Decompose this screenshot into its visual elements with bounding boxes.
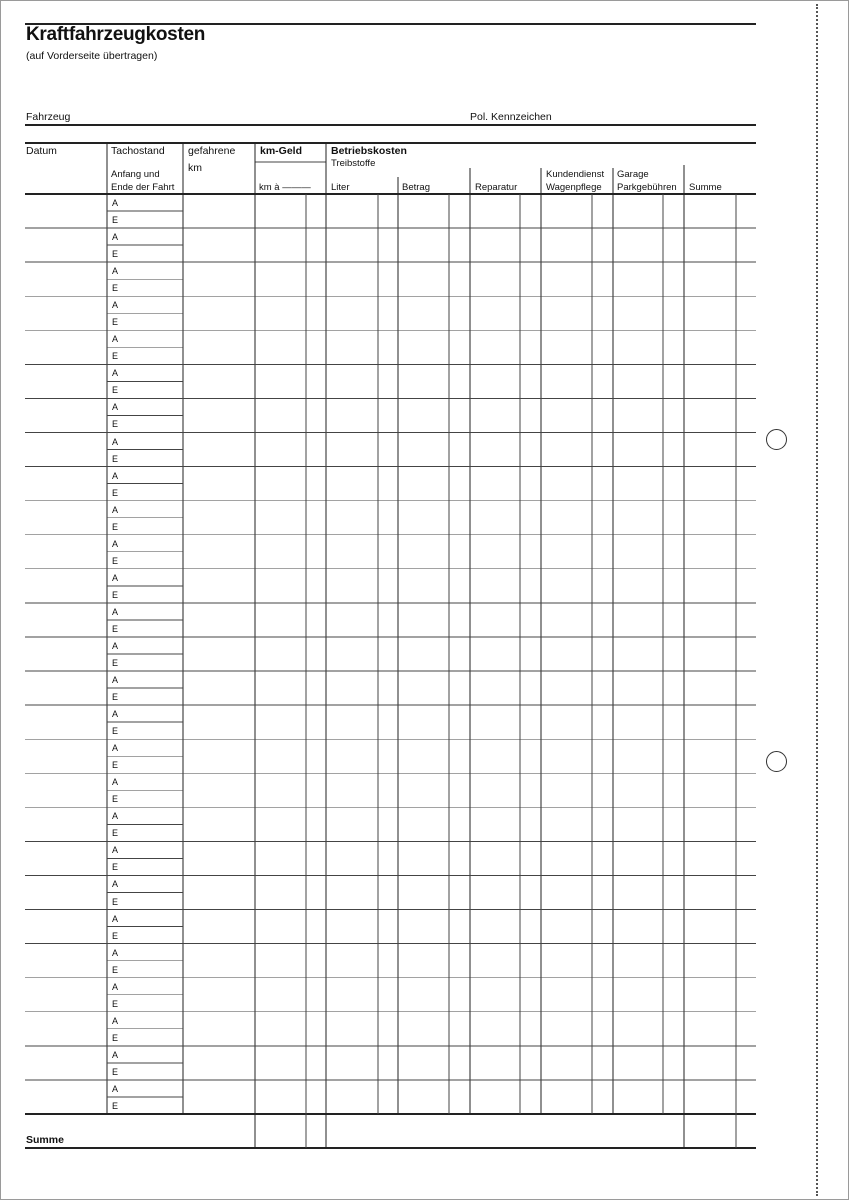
row-start-label: A bbox=[112, 266, 119, 277]
row-start-label: A bbox=[112, 470, 119, 481]
row-end-label: E bbox=[112, 351, 119, 362]
row-end-label: E bbox=[112, 555, 119, 566]
row-start-label: A bbox=[112, 777, 119, 788]
row-start-label: A bbox=[112, 879, 119, 890]
row-start-label: A bbox=[112, 743, 119, 754]
row-end-label: E bbox=[112, 828, 119, 839]
header-odometer-sub2: Ende der Fahrt bbox=[111, 182, 175, 193]
header-garage1: Garage bbox=[617, 169, 649, 180]
row-start-label: A bbox=[112, 640, 119, 651]
row-end-label: E bbox=[112, 385, 119, 396]
row-end-label: E bbox=[112, 726, 119, 737]
header-garage2: Parkgebühren bbox=[617, 182, 677, 193]
header-amount: Betrag bbox=[402, 182, 430, 193]
row-end-label: E bbox=[112, 623, 119, 634]
plate-label: Pol. Kennzeichen bbox=[470, 111, 552, 123]
row-start-label: A bbox=[112, 606, 119, 617]
row-start-label: A bbox=[112, 300, 119, 311]
row-end-label: E bbox=[112, 419, 119, 430]
row-end-label: E bbox=[112, 1032, 119, 1043]
row-start-label: A bbox=[112, 709, 119, 720]
row-end-label: E bbox=[112, 794, 119, 805]
header-driven: gefahrene bbox=[188, 145, 236, 157]
row-start-label: A bbox=[112, 402, 119, 413]
header-odometer-sub1: Anfang und bbox=[111, 169, 160, 180]
form-subtitle: (auf Vorderseite übertragen) bbox=[26, 50, 158, 62]
row-end-label: E bbox=[112, 658, 119, 668]
row-end-label: E bbox=[112, 692, 119, 703]
header-odometer: Tachostand bbox=[111, 145, 165, 157]
row-start-label: A bbox=[112, 981, 119, 992]
row-start-label: A bbox=[112, 198, 119, 208]
row-start-label: A bbox=[112, 811, 119, 822]
row-start-label: A bbox=[112, 572, 119, 583]
header-service2: Wagenpflege bbox=[546, 182, 602, 193]
row-start-label: A bbox=[112, 232, 119, 243]
row-end-label: E bbox=[112, 249, 119, 260]
header-fuel: Treibstoffe bbox=[331, 158, 376, 169]
row-end-label: E bbox=[112, 930, 119, 941]
row-end-label: E bbox=[112, 317, 119, 328]
row-end-label: E bbox=[112, 998, 119, 1009]
row-end-label: E bbox=[112, 760, 119, 771]
header-driven-unit: km bbox=[188, 162, 202, 174]
row-start-label: A bbox=[112, 913, 119, 924]
row-start-label: A bbox=[112, 538, 119, 549]
row-end-label: E bbox=[112, 215, 119, 226]
header-service1: Kundendienst bbox=[546, 169, 605, 180]
row-end-label: E bbox=[112, 453, 119, 464]
row-start-label: A bbox=[112, 947, 119, 958]
row-start-label: A bbox=[112, 368, 119, 379]
row-end-label: E bbox=[112, 862, 119, 873]
header-operating-costs: Betriebskosten bbox=[331, 145, 407, 157]
header-km-rate: km à ——— bbox=[259, 182, 311, 193]
vehicle-label: Fahrzeug bbox=[26, 111, 71, 123]
row-start-label: A bbox=[112, 334, 119, 345]
row-start-label: A bbox=[112, 1083, 119, 1094]
row-end-label: E bbox=[112, 964, 119, 975]
row-start-label: A bbox=[112, 1015, 119, 1026]
total-label: Summe bbox=[26, 1134, 64, 1146]
header-liters: Liter bbox=[331, 182, 350, 193]
row-end-label: E bbox=[112, 589, 119, 600]
row-end-label: E bbox=[112, 896, 119, 907]
row-end-label: E bbox=[112, 1100, 119, 1111]
row-start-label: A bbox=[112, 436, 119, 447]
row-start-label: A bbox=[112, 675, 119, 686]
header-repair: Reparatur bbox=[475, 182, 518, 193]
row-start-label: A bbox=[112, 504, 119, 515]
row-start-label: A bbox=[112, 1049, 119, 1060]
row-end-label: E bbox=[112, 283, 119, 294]
row-start-label: A bbox=[112, 845, 119, 856]
header-date: Datum bbox=[26, 145, 57, 157]
row-end-label: E bbox=[112, 487, 119, 498]
form-title: Kraftfahrzeugkosten bbox=[26, 24, 206, 45]
header-km-money: km-Geld bbox=[260, 145, 303, 157]
row-end-label: E bbox=[112, 521, 119, 532]
row-end-label: E bbox=[112, 1066, 119, 1077]
header-sum: Summe bbox=[689, 182, 722, 193]
